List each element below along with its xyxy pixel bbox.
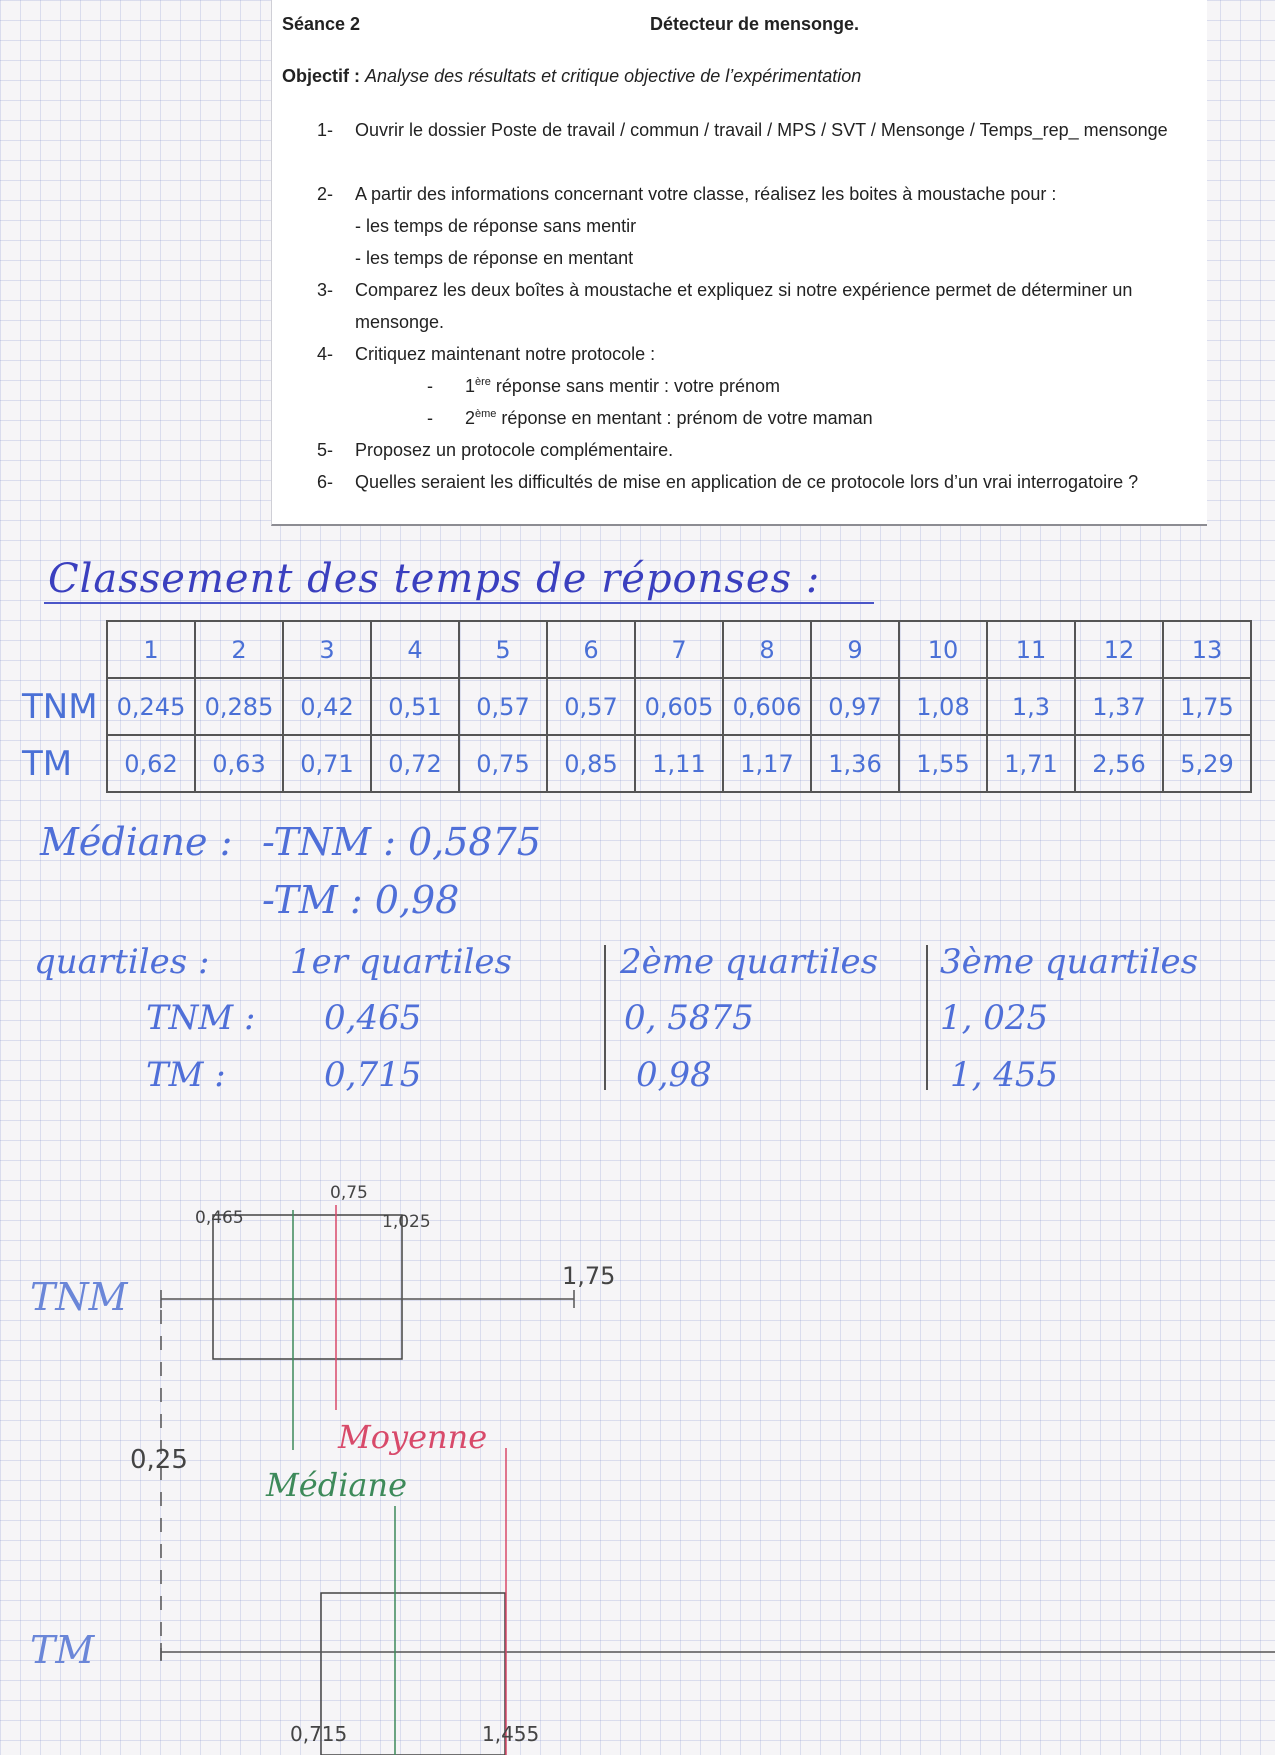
table-cell: 0,62 [107,735,195,792]
table-cell: 1,37 [1075,678,1163,735]
question-number: 1- [317,120,334,140]
table-index: 4 [371,621,459,678]
bullet-dash: - [427,376,433,396]
table-cell: 0,72 [371,735,459,792]
table-cell: 0,63 [195,735,283,792]
table-cell: 0,75 [459,735,547,792]
table-index: 10 [899,621,987,678]
median-legend: Médiane [266,1466,408,1504]
question-text: Ouvrir le dossier Poste de travail / commun / travail / MPS / SVT / Mensonge / Temps_rep_ mensonge [355,120,1168,140]
table-index: 13 [1163,621,1251,678]
table-cell: 1,75 [1163,678,1251,735]
protocol-text: réponse sans mentir : votre prénom [490,376,781,396]
boxplot-tnm-label: TNM [30,1275,128,1319]
tnm-q1-value: 0,465 [195,1208,244,1228]
question-number: 6- [317,472,334,492]
table-cell: 0,606 [723,678,811,735]
row-label: TNM [16,678,107,735]
quartile-tm-label: TM : [146,1055,226,1095]
median-label: Médiane : [40,820,233,864]
ordinal-suffix: ère [475,376,491,388]
table-index: 2 [195,621,283,678]
table-index: 6 [547,621,635,678]
tnm-max-value: 1,75 [562,1262,616,1290]
quartile-tm-q1: 0,715 [324,1055,422,1095]
table-cell: 1,55 [899,735,987,792]
table-index: 1 [107,621,195,678]
table-cell: 2,56 [1075,735,1163,792]
table-index: 7 [635,621,723,678]
table-index: 12 [1075,621,1163,678]
ordinal: 1 [465,376,476,396]
tnm-mean-value: 0,75 [330,1183,368,1203]
table-cell: 0,285 [195,678,283,735]
ordinal-suffix: ème [475,408,497,420]
quartile-header-1: 1er quartiles [290,942,512,982]
table-cell: 0,97 [811,678,899,735]
quartile-tnm-label: TNM : [146,998,256,1038]
session-label: Séance 2 [282,14,361,34]
quartile-tnm-q1: 0,465 [324,998,422,1038]
mean-legend: Moyenne [338,1418,488,1456]
bullet-dash: - [427,408,433,428]
quartile-header-3: 3ème quartiles [940,942,1199,982]
question-text: Quelles seraient les difficultés de mise en application de ce protocole lors d’un vrai interrogatoire ? [355,472,1139,492]
question-text: Critiquez maintenant notre protocole : [355,344,656,364]
ordinal: 2 [465,408,476,428]
question-text: Comparez les deux boîtes à moustache et expliquez si notre expérience permet de déterminer un mensonge. [355,280,1133,332]
notes-title: Classement des temps de réponses : [48,556,821,602]
table-cell: 0,245 [107,678,195,735]
table-cell: 0,42 [283,678,371,735]
table-index: 5 [459,621,547,678]
table-cell: 0,85 [547,735,635,792]
question-number: 4- [317,344,334,364]
min-value: 0,25 [130,1445,188,1475]
table-cell: 1,11 [635,735,723,792]
quartile-header-2: 2ème quartiles [620,942,879,982]
question-number: 5- [317,440,334,460]
tm-q3-value: 1,455 [482,1722,540,1746]
tnm-box [213,1215,402,1359]
table-index: 9 [811,621,899,678]
tm-q1-value: 0,715 [290,1722,348,1746]
question-text: A partir des informations concernant votre classe, réalisez les boites à moustache pour : [355,184,1057,204]
table-cell: 1,08 [899,678,987,735]
quartile-tnm-q2: 0, 5875 [624,998,754,1038]
question-number: 3- [317,280,334,300]
table-cell: 0,57 [459,678,547,735]
objective-label: Objectif : [282,66,361,86]
row-label: TM [16,735,107,792]
table-index: 3 [283,621,371,678]
quartiles-label: quartiles : [34,942,210,982]
question-text: Proposez un protocole complémentaire. [355,440,674,460]
median-tm: -TM : 0,98 [262,878,460,922]
table-cell: 0,605 [635,678,723,735]
table-cell: 1,36 [811,735,899,792]
boxplot-tm-label: TM [30,1628,95,1672]
question-number: 2- [317,184,334,204]
table-cell: 0,71 [283,735,371,792]
table-cell: 5,29 [1163,735,1251,792]
question-subitem: - les temps de réponse sans mentir [355,216,637,236]
table-index: 8 [723,621,811,678]
protocol-text: réponse en mentant : prénom de votre maman [496,408,873,428]
median-tnm: -TNM : 0,5875 [262,820,541,864]
table-cell: 1,3 [987,678,1075,735]
quartile-tm-q2: 0,98 [636,1055,712,1095]
tnm-q3-value: 1,025 [382,1212,431,1232]
table-cell: 1,17 [723,735,811,792]
table-cell: 1,71 [987,735,1075,792]
table-cell: 0,57 [547,678,635,735]
table-cell: 0,51 [371,678,459,735]
question-subitem: - les temps de réponse en mentant [355,248,634,268]
quartile-tm-q3: 1, 455 [950,1055,1059,1095]
quartile-tnm-q3: 1, 025 [940,998,1049,1038]
tm-box [321,1593,505,1755]
table-index: 11 [987,621,1075,678]
worksheet-title: Détecteur de mensonge. [650,14,860,34]
objective-text: Analyse des résultats et critique objective de l’expérimentation [365,66,862,86]
